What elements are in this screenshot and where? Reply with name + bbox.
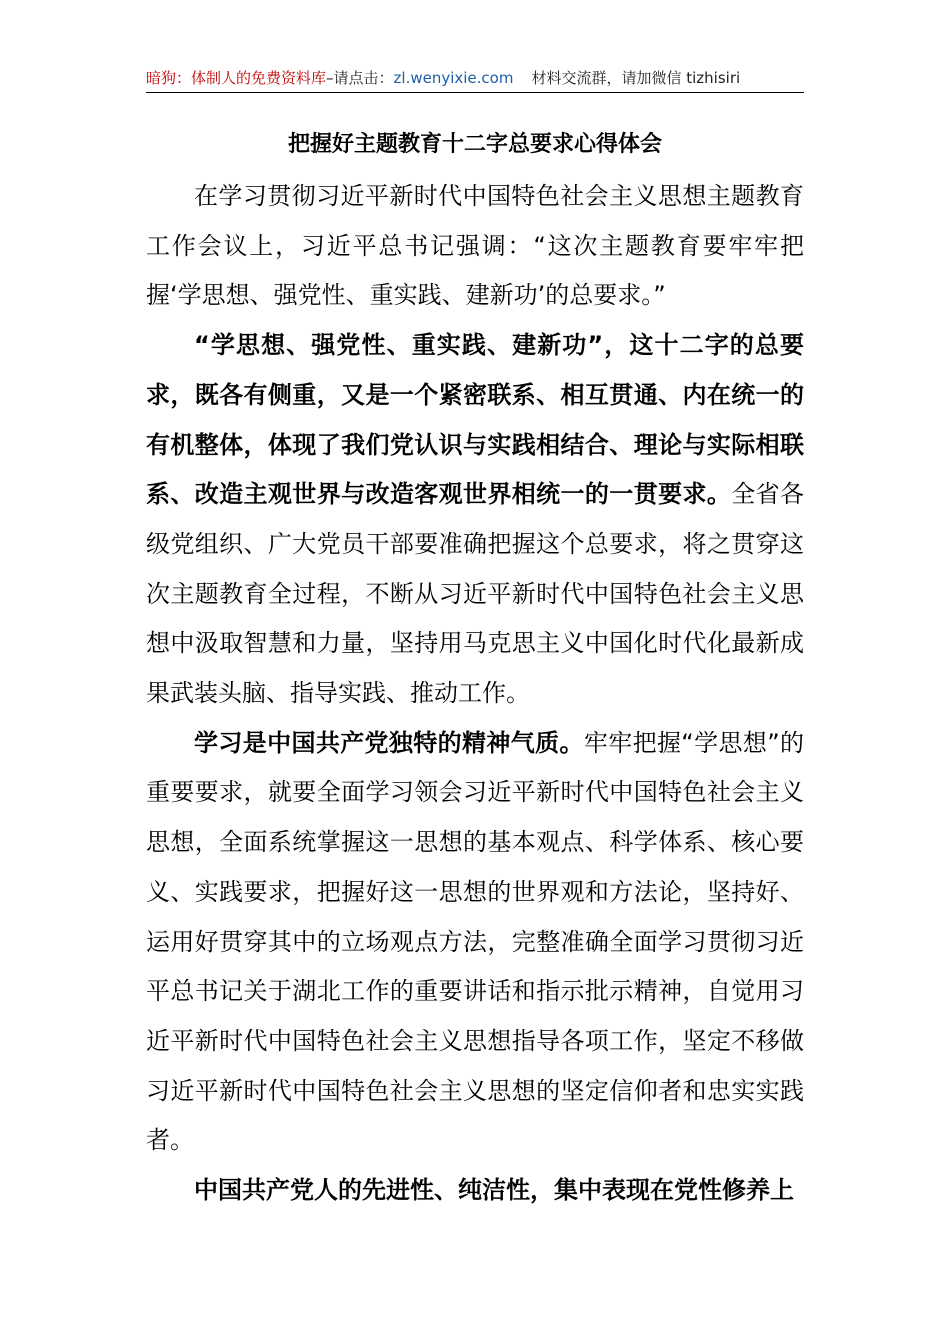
paragraph-4 — [146, 1166, 804, 1216]
header-wechat-note: 材料交流群，请加微信 tizhisiri — [531, 69, 741, 87]
paragraph-3 — [146, 719, 804, 1166]
paragraph-3-text: 牢牢把握“学思想”的重要要求，就要全面学习领会习近平新时代中国特色社会主义思想，全面系统掌握这一思想的基本观点、科学体系、核心要义、实践要求，把握好这一思想的世界观和方法论，坚持好、运用好贯穿其中的立场观点方法，完整准确全面学习贯彻习近平总书记关于湖北工作的重要讲话和指示批示精神，自觉用习近平新时代中国特色社会主义思想指导各项工作，坚定不移做习近平新时代中国特色社会主义思想的坚定信仰者和忠实实践者。 — [146, 728, 804, 1155]
header-divider — [146, 92, 804, 93]
document-body — [146, 172, 804, 1216]
paragraph-1: 在学习贯彻习近平新时代中国特色社会主义思想主题教育工作会议上，习近平总书记强调：“这次主题教育要牢牢把握‘学思想、强党性、重实践、建新功’的总要求。” — [146, 182, 804, 310]
header-url-link[interactable]: zl.wenyixie.com — [393, 69, 514, 87]
paragraph-2 — [146, 321, 804, 719]
header-click-prompt: –请点击： — [326, 69, 394, 87]
paragraph-2-emphasis: “学思想、强党性、重实践、建新功”，这十二字的总要求，既各有侧重，又是一个紧密联系、相互贯通、内在统一的有机整体，体现了我们党认识与实践相结合、理论与实际相联系、改造主观世界与改造客观世界相统一的一贯要求。 — [146, 331, 804, 509]
header-brand: 暗狗：体制人的免费资料库 — [146, 69, 327, 87]
page-header — [146, 66, 804, 90]
paragraph-4-emphasis: 中国共产党人的先进性、纯洁性，集中表现在党性修养上 — [194, 1176, 794, 1205]
document-title: 把握好主题教育十二字总要求心得体会 — [287, 132, 662, 157]
paragraph-2-text: 全省各级党组织、广大党员干部要准确把握这个总要求，将之贯穿这次主题教育全过程，不断从习近平新时代中国特色社会主义思想中汲取智慧和力量，坚持用马克思主义中国化时代化最新成果武装头脑、指导实践、推动工作。 — [146, 480, 805, 708]
paragraph-3-emphasis: 学习是中国共产党独特的精神气质。 — [194, 728, 584, 757]
